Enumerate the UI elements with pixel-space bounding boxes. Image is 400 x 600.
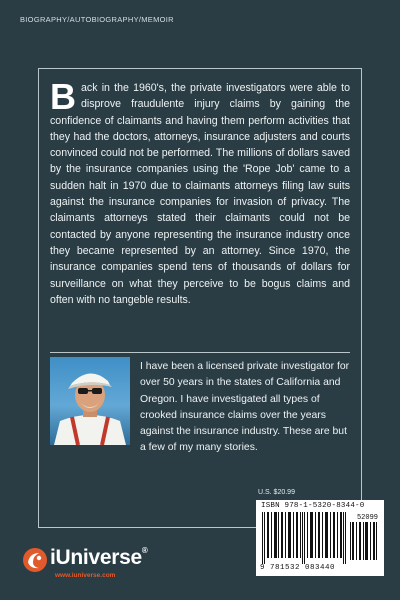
blurb-text: ack in the 1960's, the private investigators were able to disprove fraudulente injury claims by gaining the confidence of claimants and having them perform activities that they had the doctors, attorneys, insurance adjusters and courts convinced could not be performed. The millions of dollars saved by the insurance companies using the 'Rope Job' came to a sudden halt in 1970 due to claimants attorneys filing law suits against the insurance companies for invasion of privacy. The claimants attorneys stated their claimants could not be contacted by anyone representing the insurance industry once they became represented by an attorney. Since 1970, the insurance companies spend tens of thousands of dollars for surveillance on what they perceive to be bogus claims and often with no tangeble results. (50, 82, 350, 306)
price-label: U.S. $20.99 (258, 489, 295, 496)
author-photo (50, 357, 130, 445)
author-bio: I have been a licensed private investigator for over 50 years in the states of California and Oregon. I have investigated all types of crooked insurance claims over the years against the insurance industry. These are but a few of my many stories. (140, 361, 350, 454)
publisher-name: iUniverse® (50, 546, 148, 569)
barcode-bars (262, 512, 346, 564)
publisher-logo (22, 545, 172, 585)
isbn-barcode (256, 500, 384, 576)
drop-cap: B (50, 76, 76, 117)
price-code: 52099 (356, 514, 378, 522)
genre-label: BIOGRAPHY/AUTOBIOGRAPHY/MEMOIR (20, 15, 174, 24)
price-barcode-bars (350, 522, 378, 560)
publisher-url: www.iuniverse.com (55, 572, 116, 579)
ean-number: 9 781532 083440 (260, 564, 336, 572)
section-divider (50, 352, 350, 353)
iuniverse-swirl-icon (22, 547, 48, 573)
book-blurb (50, 76, 350, 308)
isbn-number: ISBN 978-1-5320-8344-0 (261, 502, 365, 510)
